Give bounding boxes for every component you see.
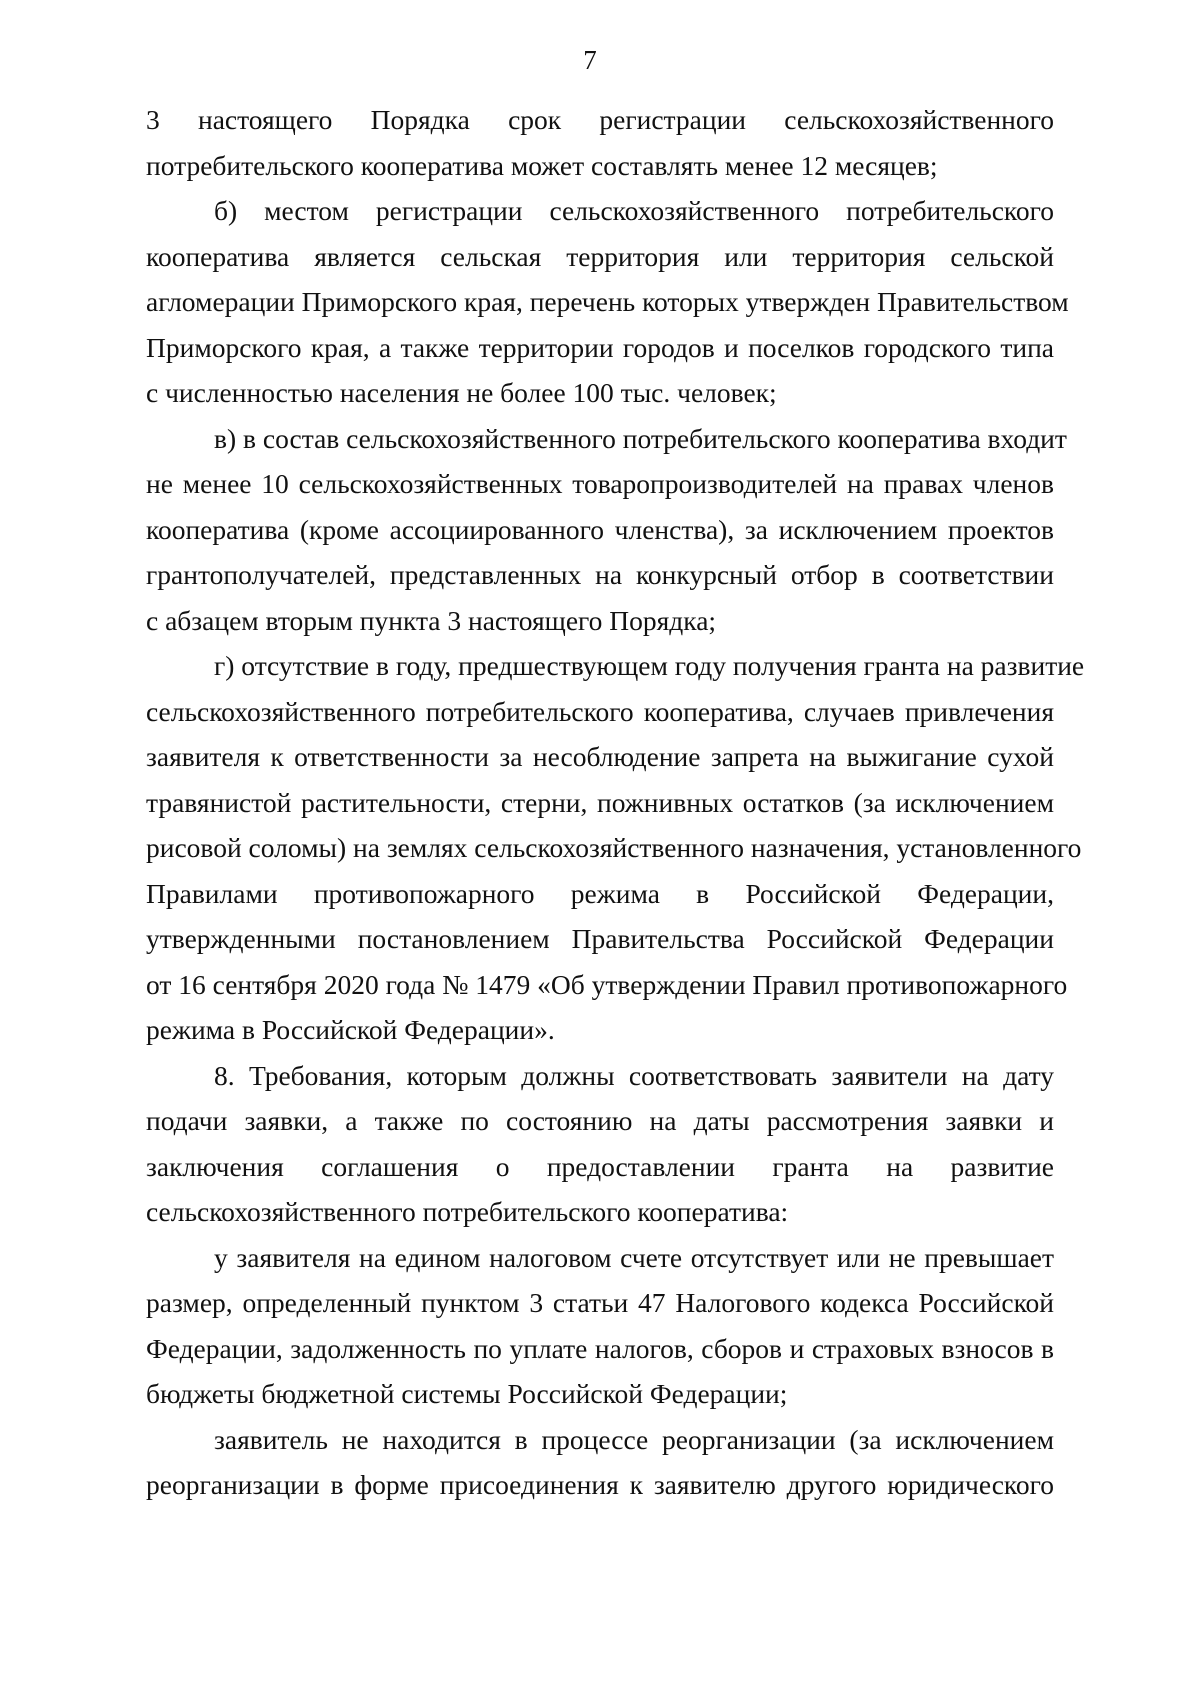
text-line: 3 настоящего Порядка срок регистрации сельскохозяйственного (146, 104, 1054, 135)
text-line: рисовой соломы) на землях сельскохозяйственного назначения, установленного (146, 832, 1082, 863)
text-line: бюджеты бюджетной системы Российской Федерации; (146, 1378, 788, 1409)
text-line: г) отсутствие в году, предшествующем году получения гранта на развитие (214, 650, 1085, 681)
text-line: подачи заявки, а также по состоянию на даты рассмотрения заявки и (146, 1105, 1054, 1136)
text-line: с численностью населения не более 100 тыс. человек; (146, 377, 777, 408)
document-body (146, 97, 1085, 1508)
paragraph-section-8 (146, 1053, 1054, 1235)
page-number: 7 (583, 45, 597, 75)
text-line: в) в состав сельскохозяйственного потребительского кооператива входит (214, 422, 1067, 454)
text-line: режима в Российской Федерации». (146, 1014, 555, 1045)
text-line: у заявителя на едином налоговом счете отсутствует или не превышает (214, 1241, 1054, 1273)
text-line: размер, определенный пунктом 3 статьи 47 Налогового кодекса Российской (146, 1287, 1054, 1318)
paragraph-item-v (146, 416, 1067, 644)
text-line: кооператива является сельская территория или территория сельской (146, 240, 1054, 272)
paragraph-item-b (146, 188, 1069, 416)
text-line: реорганизации в форме присоединения к заявителю другого юридического (146, 1469, 1054, 1500)
text-line: 8. Требования, которым должны соответствовать заявители на дату (214, 1059, 1054, 1091)
text-line: сельскохозяйственного потребительского кооператива: (146, 1196, 789, 1227)
paragraph-item-g (146, 643, 1085, 1053)
text-line: сельскохозяйственного потребительского кооператива, случаев привлечения (146, 695, 1054, 727)
text-line: Приморского края, а также территории городов и поселков городского типа (146, 331, 1054, 363)
text-line: с абзацем вторым пункта 3 настоящего Порядка; (146, 604, 717, 636)
text-line: потребительского кооператива может составлять менее 12 месяцев; (146, 149, 938, 181)
paragraph-tax-debt (146, 1235, 1054, 1417)
text-line: не менее 10 сельскохозяйственных товаропроизводителей на правах членов (146, 468, 1054, 499)
text-line: травянистой растительности, стерни, пожнивных остатков (за исключением (146, 786, 1054, 818)
text-line: заключения соглашения о предоставлении гранта на развитие (146, 1150, 1054, 1182)
text-line: заявителя к ответственности за несоблюдение запрета на выжигание сухой (146, 741, 1054, 772)
paragraph-continuation (146, 97, 1054, 188)
text-line: Федерации, задолженность по уплате налогов, сборов и страховых взносов в (146, 1332, 1054, 1364)
text-line: грантополучателей, представленных на конкурсный отбор в соответствии (146, 559, 1054, 590)
text-line: от 16 сентября 2020 года № 1479 «Об утверждении Правил противопожарного (146, 968, 1068, 1000)
text-line: б) местом регистрации сельскохозяйственного потребительского (214, 195, 1054, 226)
text-line: кооператива (кроме ассоциированного членства), за исключением проектов (146, 513, 1054, 545)
text-line: утвержденными постановлением Правительства Российской Федерации (146, 923, 1054, 954)
text-line: заявитель не находится в процессе реорганизации (за исключением (214, 1423, 1054, 1455)
text-line: Правилами противопожарного режима в Российской Федерации, (146, 877, 1054, 909)
paragraph-reorganization (146, 1417, 1054, 1508)
text-line: агломерации Приморского края, перечень которых утвержден Правительством (146, 286, 1069, 317)
